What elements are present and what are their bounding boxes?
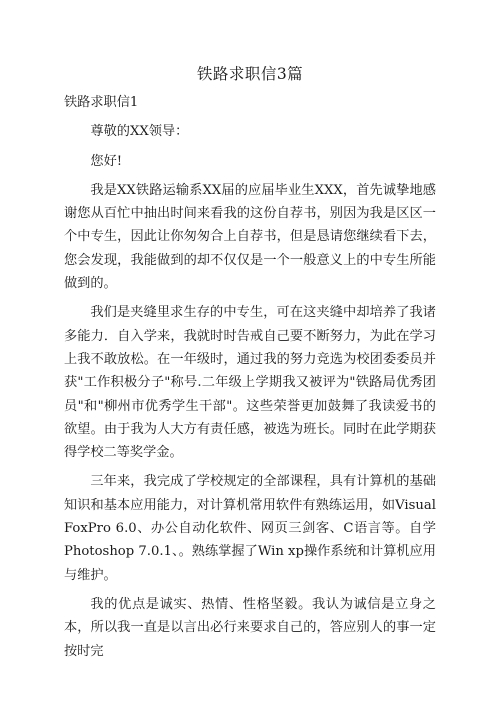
salutation: 尊敬的XX领导： [90, 124, 189, 140]
section-heading: 铁路求职信1 [64, 95, 139, 110]
document-title: 铁路求职信3篇 [196, 65, 304, 83]
paragraph-skills: 三年来，我完成了学校规定的全部课程，具有计算机的基础知识和基本应用能力，对计算机常用软件有熟练运用，如Visual FoxPro 6.0、办公自动化软件、网页三剑客、C语言等。自学Photoshop 7.0.1、。熟练掌握了Win xp操作系统和计算机应用与维护。 [64, 474, 436, 583]
paragraph-strengths: 我的优点是诚实、热情、性格坚毅。我认为诚信是立身之本，所以我一直是以言出必行来要求自己的，答应别人的事一定按时完 [64, 596, 436, 659]
paragraph-intro: 我是XX铁路运输系XX届的应届毕业生XXX，首先诚挚地感谢您从百忙中抽出时间来看我的这份自荐书，别因为我是区区一个中专生，因此让你匆匆合上自荐书，但是恳请您继续看下去，您会发现，我能做到的却不仅仅是一个一般意义上的中专生所能做到的。 [64, 182, 436, 292]
document-body [64, 91, 436, 669]
paragraph-abilities: 我们是夹缝里求生存的中专生，可在这夹缝中却培养了我诸多能力．自入学来，我就时时告戒自己要不断努力，为此在学习上我不敢放松。在一年级时，通过我的努力竞选为校团委委员并获"工作积极分子"称号.二年级上学期我又被评为"铁路局优秀团员"和"柳州市优秀学生干部"。这些荣誉更加鼓舞了我读爱书的欲望。由于我为人大方有责任感，被选为班长。同时在此学期获得学校二等奖学金。 [64, 305, 436, 461]
greeting: 您好! [90, 153, 123, 169]
